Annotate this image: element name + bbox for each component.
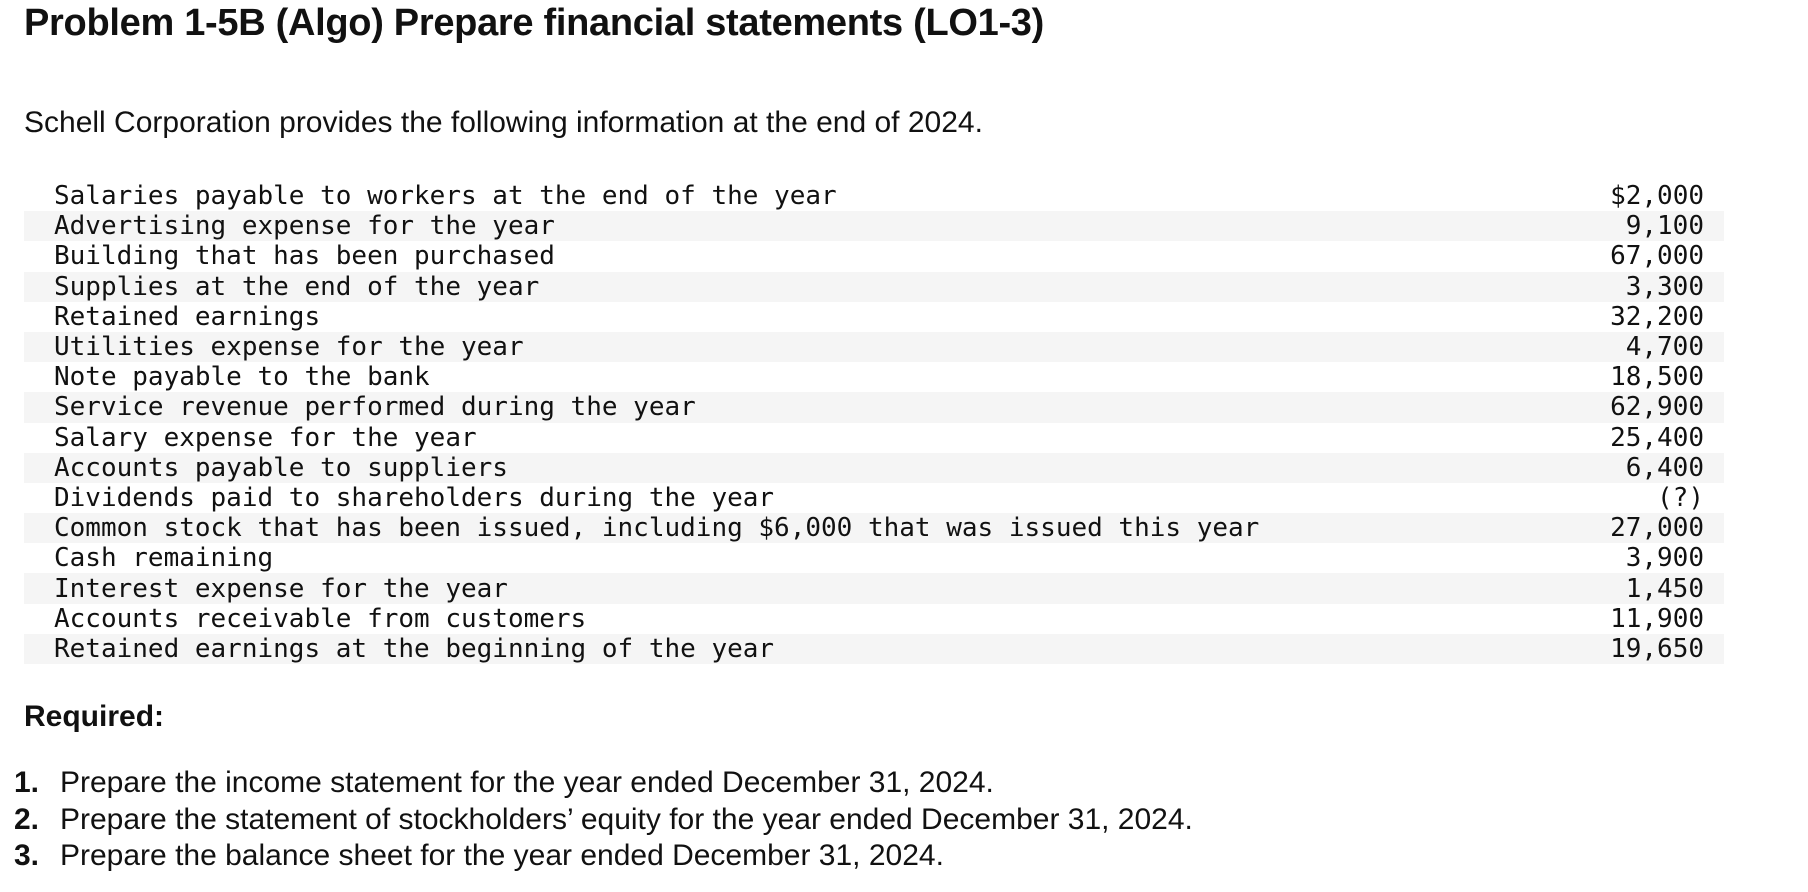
table-row (24, 332, 1724, 362)
requirement-text: Prepare the income statement for the year ended December 31, 2024. (60, 766, 994, 799)
item-amount: 6,400 (1580, 453, 1724, 483)
item-amount: 4,700 (1580, 332, 1724, 362)
item-amount: 27,000 (1580, 513, 1724, 543)
list-item (14, 765, 1193, 802)
item-label: Accounts receivable from customers (54, 603, 587, 634)
requirement-number: 2. (14, 802, 40, 836)
table-row (24, 241, 1724, 271)
table-row (24, 604, 1724, 634)
table-row (24, 302, 1724, 332)
item-label: Supplies at the end of the year (24, 272, 1580, 302)
table-row (24, 573, 1724, 603)
item-label: Utilities expense for the year (24, 332, 1580, 362)
requirement-number: 3. (14, 839, 40, 872)
item-amount: 32,200 (1610, 301, 1704, 332)
item-amount: 3,900 (1625, 543, 1704, 574)
item-label: Salary expense for the year (54, 422, 477, 453)
list-item (14, 838, 1193, 875)
item-label: Dividends paid to shareholders during the year (54, 482, 775, 513)
item-amount: 25,400 (1610, 422, 1704, 453)
table-row (24, 362, 1724, 392)
intro-text: Schell Corporation provides the following information at the end of 2024. (24, 106, 983, 139)
item-amount: 1,450 (1580, 573, 1724, 603)
item-amount: $2,000 (1610, 181, 1704, 212)
item-label: Service revenue performed during the year (24, 392, 1580, 422)
item-amount: 67,000 (1610, 241, 1704, 272)
table-row (24, 543, 1724, 573)
table-row (24, 634, 1724, 664)
item-label: Advertising expense for the year (24, 211, 1580, 241)
table-row (24, 453, 1724, 483)
item-label: Common stock that has been issued, including $6,000 that was issued this year (24, 513, 1580, 543)
list-item (14, 802, 1193, 839)
requirement-number: 1. (14, 766, 40, 799)
item-label: Retained earnings at the beginning of the year (24, 634, 1580, 664)
item-label: Retained earnings (54, 301, 321, 332)
problem-title: Problem 1-5B (Algo) Prepare financial statements (LO1-3) (24, 2, 1044, 44)
item-label: Interest expense for the year (24, 573, 1580, 603)
table-row (24, 392, 1724, 422)
item-amount: 62,900 (1580, 392, 1724, 422)
table-row (24, 423, 1724, 453)
table-row (24, 483, 1724, 513)
item-label: Building that has been purchased (54, 241, 555, 272)
item-amount: 19,650 (1580, 634, 1724, 664)
item-label: Cash remaining (54, 543, 274, 574)
requirements-list (14, 765, 1193, 875)
item-amount: 9,100 (1580, 211, 1724, 241)
requirement-text: Prepare the statement of stockholders’ equity for the year ended December 31, 2024. (60, 802, 1193, 836)
item-amount: 11,900 (1610, 603, 1704, 634)
table-row (24, 272, 1724, 302)
item-amount: 3,300 (1580, 272, 1724, 302)
item-label: Note payable to the bank (54, 362, 430, 393)
item-amount: (?) (1657, 482, 1704, 513)
required-heading: Required: (24, 700, 165, 733)
table-row (24, 211, 1724, 241)
requirement-text: Prepare the balance sheet for the year ended December 31, 2024. (60, 839, 944, 872)
item-label: Salaries payable to workers at the end of the year (54, 181, 837, 212)
table-row (24, 513, 1724, 543)
financial-data-table (24, 181, 1724, 664)
table-row (24, 181, 1724, 211)
item-label: Accounts payable to suppliers (24, 453, 1580, 483)
item-amount: 18,500 (1610, 362, 1704, 393)
